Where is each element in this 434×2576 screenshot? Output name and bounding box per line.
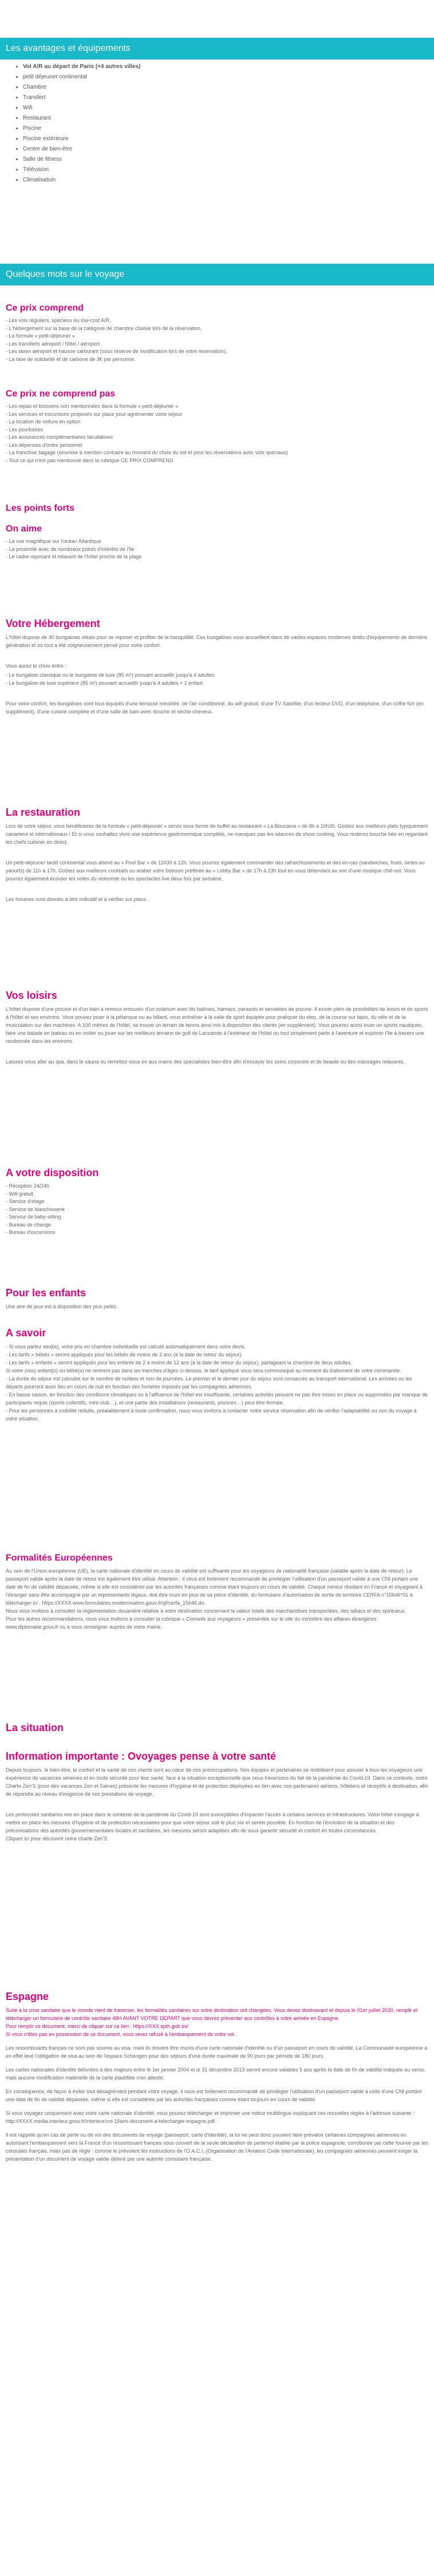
list-item: - La formule « petit-déjeuner »: [6, 333, 75, 339]
highlights-section: [6, 503, 428, 561]
paragraph: Une aire de jeux est à disposition des plus petits.: [6, 1304, 118, 1309]
dining-title: La restauration: [6, 807, 81, 818]
paragraph: Les cartes nationales d'identité délivrées à des majeurs entre le 1er janvier 2004 et le 31 décembre 2013 seront encore valables 5 ans après la date de fin de validité indiquée au verso, mais aucune modification matérielle de la carte plastifiée n'en atteste.: [6, 2067, 426, 2081]
paragraph: Les horaires sont donnés à titre indicatif et à vérifier sur place.: [6, 896, 148, 902]
paragraph: Les protocoles sanitaires mis en place dans le contexte de la pandémie du Covid-19 sont susceptibles d'impacter l'accès à certains services et infrastructures. Votre hôtel s'engage à mettre en place les mesures d'hygiène et de protection nécessaires pour que votre séjour soit le plus sûr et serein possible. En fonction de l'évolution de la situation et des préconisations des autorités gouvernementales locales et sanitaires, les mesures seront adaptées afin de vous garantir sécurité et confort en toutes circonstances.: [6, 1812, 419, 1833]
list-item: - La taxe de solidarité et de carbone de 3€ par personne.: [6, 356, 136, 362]
amenity-item: • petit déjeuner continental: [23, 72, 140, 82]
amenity-item: • Salle de fitness: [23, 154, 140, 165]
price-excludes-section: [6, 389, 428, 465]
health-info-title: Information importante : Ovoyages pense à votre santé: [6, 1751, 277, 1762]
list-item: - La durée du séjour est calculée sur le nombre de nuitées et non de journées. Le premier et le dernier jour du séjour sont consacrés au transport international. Les arrivées ou les départs pourront avoir lieu en cours de nuit en fonction des horaires imposés par les compagnies aériennes.: [6, 1376, 412, 1390]
price-includes-title: Ce prix comprend: [6, 303, 84, 313]
paragraph: Si vous n'êtes pas en possession de ce document, vous serez refusé à l'embarquement de votre vol.: [6, 2031, 236, 2037]
price-excludes-title: Ce prix ne comprend pas: [6, 389, 116, 399]
paragraph: Vous aurez le choix entre :: [6, 663, 67, 669]
amenity-item: • Piscine extérieure: [23, 134, 140, 144]
list-item: Si votre (vos) enfant(s) ou bébé(s) ne rentrent pas dans les tranches d'âges ci-dessus, le tarif appliqué vous sera communiqué au moment du traitement de votre commande.: [6, 1368, 401, 1374]
paragraph: Laissez-vous aller au spa, dans le sauna ou remettez-vous en aux mains des spécialistes bien-être afin d'essayer les soins corporels et de beauté ou des massages relaxants.: [6, 1059, 405, 1065]
good-to-know-title: A savoir: [6, 1327, 46, 1339]
spain-title: Espagne: [6, 1991, 49, 2002]
amenity-item: • Climatisation: [23, 175, 140, 185]
paragraph: Lors de votre séjour, vous bénéficierez de la formule « petit-déjeuner » servis sous forme de buffet au restaurant « La Boucaina » de 8h à 10h30. Goûtez aux meilleurs plats typiquement canariens et internationaux ! Et si vous souhaitez vivre une expérience gastronomique complète, ne manquez pas les séances de show cooking. Vous resterez bouche bée en regardant les chefs cuisiner en direct.: [6, 823, 428, 845]
amenities-list: [16, 62, 140, 185]
highlights-title: Les points forts: [6, 503, 75, 513]
list-item: - La location de voiture en option: [6, 419, 81, 424]
list-item: - Wifi gratuit: [6, 1190, 34, 1197]
leisure-section: [6, 990, 428, 1071]
list-item: - L'hébergement sur la base de la catégorie de chambre choisie lors de la réservation,: [6, 325, 202, 331]
leisure-title: Vos loisirs: [6, 990, 57, 1001]
list-item: - Service de blanchisserie: [6, 1206, 65, 1212]
list-item: - Bureau de change: [6, 1221, 52, 1228]
list-item: - Pour les personnes à mobilité réduite, préalablement à toute confirmation, nous vous invitons à contacter notre service réservation afin de vérifier l'adaptabilité ou non du voyage à votre situation.: [6, 1408, 417, 1422]
list-item: - Le cadre reposant et relaxant de l'hôtel proche de la plage: [6, 554, 142, 559]
amenity-item: • Vol A/R au départ de Paris (+4 autres villes): [23, 62, 140, 72]
location-section: [6, 1722, 428, 1737]
health-info-section: [6, 1751, 428, 1848]
list-item: - La franchise bagage (soumise à mention contraire au moment du choix du vol et pour les réservations avec vols spéciaux): [6, 450, 288, 455]
services-title: A votre disposition: [6, 1167, 99, 1178]
spain-form-link[interactable]: Pour remplir ce document, merci de cliquer sur ce lien : https://XXX.spth.gob.es/: [6, 2023, 189, 2029]
list-item: - Si vous partez seul(e), votre prix en chambre individuelle est calculé automatiquement dans votre devis.: [6, 1344, 246, 1349]
amenity-item: • Centre de bien-être: [23, 144, 140, 154]
paragraph: Un petit-déjeuner tardif continental vous attend au « Pool Bar » de 11h30 à 12h. Vous pourrez également commander des rafraichissements et des en-cas (sandwiches, fruits, tartes ou yaourts) de 11h à 17h. Goûtez aux meilleurs cocktails ou araber votre boisson préférée au « Lobby Bar » de 17h à 23h tout en vous détendant au son d'une musique chill-out. Vous pourrez également écouter les notes du violoniste ou les spectacles live deux fois par semaine.: [6, 860, 425, 882]
highlights-subtitle: On aime: [6, 524, 42, 534]
paragraph: Suite à la crise sanitaire que le monde vient de traverser, les formalités sanitaires sur votre destination ont changées. Vous devez dorénavant et depuis le 01er juillet 2020, remplir et télécharger un formulaire de contrôle sanitaire 48H AVANT VOTRE DEPART que vous devrez présenter aux contrôles à votre arrivée en Espagne.: [6, 2007, 418, 2021]
services-section: [6, 1167, 428, 1237]
list-item: - Les transferts aéroport / hôtel / aéroport: [6, 340, 100, 347]
amenity-item: • Wifi: [23, 103, 140, 113]
paragraph: Si vous voyagez uniquement avec votre carte nationale d'identité, vous pouvez télécharger et imprimer une notice multilingue expliquant ces nouvelles règles à l'adresse suivante : http://XXXX.media.interieur.gouv.fr/interieur/cni-15ans-document-a-telecharger-espagne.pdf.: [6, 2110, 415, 2124]
paragraph: - Le bungalow de luxe supérieur (85 m²) pouvant accueillir jusqu'à 4 adultes + 1 enfant: [6, 680, 203, 686]
list-item: - Les dépenses d'ordre personnel: [6, 442, 82, 448]
paragraph: Pour votre confort, les bungalows sont tous équipés d'une terrasse meublée, de l'air conditionné, du wifi gratuit, d'une TV Satellite, d'un lecteur DVD, d'un téléphone, d'un coffre fort (en supplément), d'une cuisine complète et d'une salle de bain avec douche et sèche-cheveux.: [6, 701, 424, 715]
zen-charter-link[interactable]: Cliquez ici pour découvrir notre charte Zen'S: [6, 1836, 108, 1841]
list-item: - Réception 24/24h: [6, 1183, 50, 1189]
list-item: - Les tarifs « bébés » seront appliqués pour les bébés de moins de 2 ans (à la date de retour du séjour).: [6, 1352, 243, 1358]
formalities-title: Formalités Européennes: [6, 1553, 113, 1563]
list-item: - Les vols réguliers, spécieux ou low-cost A/R,: [6, 317, 111, 323]
list-item: - Les taxes aéroport et hausse carburant (sous réserve de modification lors de votre réservation),: [6, 348, 227, 354]
paragraph: L'hôtel dispose d'une piscine et d'un bain à remous entourés d'un solarium avec lits balinais, hamacs, parasols et serviettes de piscine. Il existe plein de possibilités de loisirs et de sports à l'hôtel et ses environs. Vous pouvez jouer à la pétanque ou au billard, vous entraîner à la salle de sport équipée pour pratiquer du step, de la course sur tapis, du vélo et de la musculation sur des machines. A 100 mètres de l'hôtel, se trouve un terrain de tennis ainsi mis à disposition des clients (en supplément). Vous pourrez aussi louer un sports nautiques, faire une balade en bateau ou en voilier ou jouer sur les meilleurs terrains de golf de Lanzarote à l'extérieur de l'hôtel ou tout simplement partir à l'aventure et explorer l'île à travers une randonnée dans les environs.: [6, 1006, 428, 1044]
paragraph: Pour les autres recommandations, nous vous invitons à consulter la rubrique « Conseils aux voyageurs » présentée sur le site du ministère des affaires étrangères www.diplomatie.gouv.fr ou à vous renseigner auprès de votre mairie.: [6, 1616, 377, 1630]
list-item: - La vue magnifique sur l'océan Atlantique: [6, 538, 101, 544]
price-includes-section: [6, 303, 428, 363]
amenity-item: • Télévision: [23, 165, 140, 175]
spain-section: [6, 1991, 428, 2169]
amenity-item: • Transfert: [23, 93, 140, 103]
paragraph: - Le bungalow classique ou le bungalow de luxe (85 m²) pouvant accueillir jusqu'à 4 adultes: [6, 672, 215, 678]
section-header-equipements: Les avantages et équipements: [0, 38, 434, 59]
formalities-section: [6, 1553, 428, 1637]
list-item: - En basse saison, en fonction des conditions climatiques ou à l'affluence de l'hôtel est insuffisante, certaines activités peuvent ne pas être mises en place ou supprimées par manque de participants requis (sports collectifs, mini-club…), et une partie des installations (restaurants, piscines…) peut être fermée.: [6, 1392, 428, 1406]
paragraph: En conséquence, de façon à éviter tout désagrément pendant votre voyage, il vous est fortement recommandé de privilégier l'utilisation d'un passeport valide à celle d'une CNI portant une date de fin de validité dépassée, même si elle est considérée par les autorités françaises comme étant toujours en cours de validité.: [6, 2089, 422, 2102]
kids-title: Pour les enfants: [6, 1287, 86, 1299]
list-item: - Les pourboires: [6, 426, 44, 432]
paragraph: L'hôtel dispose de 40 bungalows idéals pour se reposer et profiter de la tranquillité. Ces bungalows vous accueillent dans de vastes espaces modernes dotés d'équipements de dernière génération et où tout a été soigneusement pensé pour votre confort.: [6, 634, 427, 648]
list-item: - Service d'étage: [6, 1198, 45, 1204]
paragraph: Depuis toujours, le bien-être, le confort et la santé de nos clients sont au cœur de nos préoccupations. Nos équipes et partenaires se mobilisent pour assurer à tous les voyageurs une expérience de vacances sereines et en toute sécurité pour leur santé, face à la situation exceptionnelle que nous traversons du fait de la pandémie du Covid-19. Dans ce contexte, notre Charte Zen'S (pour des vacances Zen et Saines) présente les mesures d'hygiène et de protection déployées en lien avec nos partenaires aériens, hôteliers et réceptifs à destination, afin de répondre au niveau d'exigence de nos prestations de voyage.: [6, 1767, 428, 1797]
paragraph: Il est rappelé qu'en cas de perte ou de vol des documents de voyage (passeport, carte d'identité), la loi ne peut donc pouvent faire prévaloir certaines compagnies aériennes en autorisant l'embarquement vers la France d'un ressortissant français sous couvert de la seule déclaration de perte/vol établie par la police espagnole, corroborée par cette fournie par les consulats français, mais pas de règle : comme le prévoient les instructions de l'O.A.C.I. (Organisation de l'Aviation Civile Internationale), les compagnies aériennes peuvent exiger la présentation d'un document de voyage valide délivré par une autorité consulaire française.: [6, 2132, 428, 2162]
accommodation-title: Votre Hébergement: [6, 618, 100, 629]
paragraph: Les ressortissants français ne sont pas soumis au visa, mais ils doivent être munis d'une carte nationale d'identité ou d'un passeport en cours de validité. La Communauté européenne a en effet levé l'obligation de visa au sein de l'espace Schengen pour des séjours d'une durée maximale de 90 jours par période de 180 jours.: [6, 2045, 428, 2059]
list-item: - Les tarifs « enfants » seront appliqués pour les enfants de 2 à moins de 12 ans (à la date de retour du séjour), partageant la chambre de deux adultes.: [6, 1360, 352, 1366]
amenity-item: • Piscine: [23, 124, 140, 134]
location-title: La situation: [6, 1722, 64, 1733]
dining-section: [6, 807, 428, 909]
list-item: - La proximité avec de nombreux points d'intérêts de l'île: [6, 546, 135, 552]
amenity-item: • Chambre: [23, 82, 140, 93]
paragraph: Nous vous invitons à consulter la réglementation douanière relative à votre destination concernant la valeur totale des marchandises transportées, des tabacs et des spiritueux.: [6, 1608, 406, 1614]
list-item: - Bureau d'excursions: [6, 1229, 56, 1235]
kids-section: [6, 1287, 428, 1316]
good-to-know-section: [6, 1327, 428, 1423]
list-item: - Les assurances complémentaires facultatives: [6, 434, 113, 440]
amenity-item: • Restaurant: [23, 113, 140, 124]
paragraph: Au sein de l'Union européenne (UE), la carte nationale d'identité en cours de validité est suffisante pour les voyageurs de nationalité française (valable après la date de retour). Le passeport valide après la date de retour est également être utilisé. Attention : il vous est fortement recommandé de privilégier l'utilisation d'un passeport valide à une CNI portant une date de fin de validité dépassée, même si elle est considérée par les autorités françaises comme étant toujours en cours de validité. Chaque mineur résidant en France et voyageant à l'étranger sans être accompagné par un représentants légaux, doit être muni en plus de sa pièce d'identité, du formulaire d'autorisation de sortie de territoire CERFA n°15646*01 à télécharger ici : https://XXXX.www.formulaires.modernisation.gouv.fr/gf/cerfa_15646.do.: [6, 1568, 423, 1606]
accommodation-section: [6, 618, 428, 721]
list-item: - Tout ce qui n'est pas mentionné dans la rubrique CE PRIX COMPREND: [6, 457, 173, 463]
section-header-voyage: Quelques mots sur le voyage: [0, 264, 434, 285]
list-item: - Service de baby-sitting: [6, 1214, 61, 1220]
list-item: - Les services et excursions proposés sur place pour agrémenter votre séjour: [6, 411, 183, 417]
list-item: - Les repas et boissons non mentionnées dans la formule « petit-déjeuner »: [6, 403, 179, 409]
